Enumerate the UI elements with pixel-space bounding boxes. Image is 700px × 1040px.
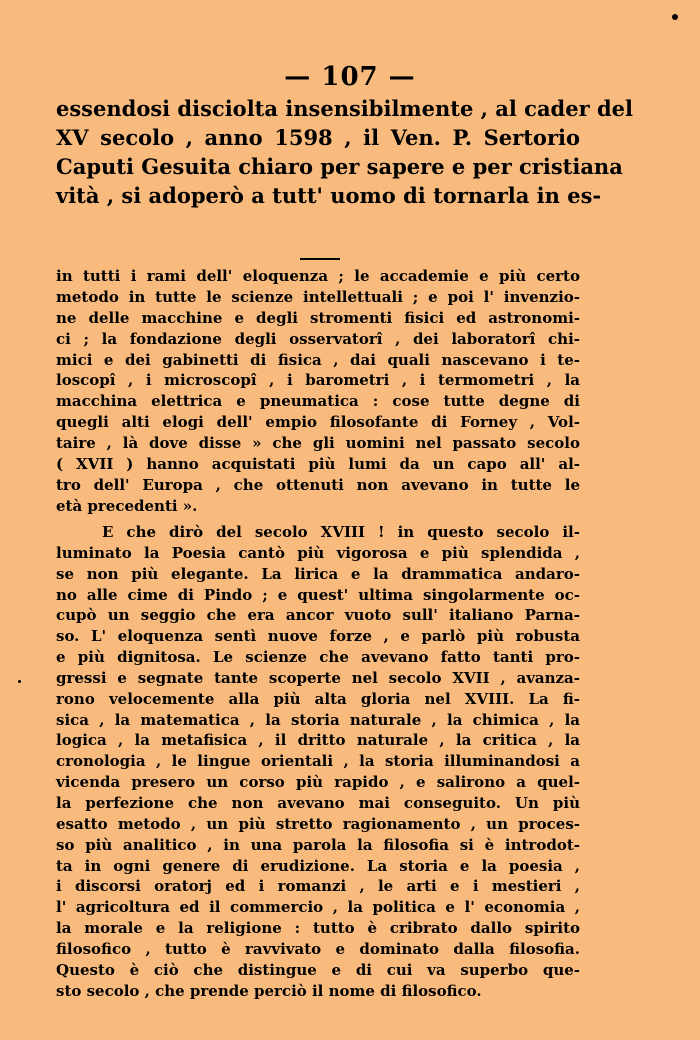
- paragraph-line: cupò un seggio che era ancor vuoto sull' italiano Parna-: [56, 606, 580, 625]
- paragraph-line: no alle cime di Pindo ; e quest' ultima singolarmente oc-: [56, 585, 580, 604]
- paragraph-line: rono velocemente alla più alta gloria nel XVIII. La fi-: [56, 689, 580, 708]
- footnote-line: tro dell' Europa , che ottenuti non avevano in tutte le: [56, 475, 580, 494]
- footnote-line: loscopî , i microscopî , i barometri , i termometri , la: [56, 371, 580, 390]
- footnote-line: metodo in tutte le scienze intellettuali ; e poi l' invenzio-: [56, 287, 580, 306]
- paragraph-line: ta in ogni genere di erudizione. La storia e la poesia ,: [56, 856, 580, 875]
- footnote-line: in tutti i rami dell' eloquenza ; le accademie e più certo: [56, 267, 580, 285]
- paragraph-line: l' agricoltura ed il commercio , la politica e l' economia ,: [56, 898, 580, 917]
- paragraph-line: luminato la Poesia cantò più vigorosa e più splendida ,: [56, 543, 580, 562]
- paragraph-line: se non più elegante. La lirica e la drammatica andaro-: [56, 564, 580, 583]
- footnote-line: ne delle macchine e degli stromenti fisici ed astronomi-: [56, 308, 580, 327]
- footnote-line: ci ; la fondazione degli osservatorî , dei laboratorî chi-: [56, 329, 580, 348]
- footnote-separator: [300, 258, 340, 260]
- paragraph-line: so. L' eloquenza sentì nuove forze , e parlò più robusta: [56, 627, 580, 646]
- paragraph-line: la perfezione che non avevano mai conseguito. Un più: [56, 793, 580, 812]
- paragraph-line: i discorsi oratorj ed i romanzi , le arti e i mestieri ,: [56, 877, 580, 896]
- text-line: vità , si adoperò a tutt' uomo di tornarla in es-: [56, 183, 602, 208]
- paragraph-line: vicenda presero un corso più rapido , e salirono a quel-: [56, 773, 580, 792]
- paragraph-line: sto secolo , che prende perciò il nome di filosofico.: [56, 981, 482, 1000]
- paragraph-line: e più dignitosa. Le scienze che avevano fatto tanti pro-: [56, 648, 580, 667]
- ink-speck: [18, 680, 21, 683]
- footnote-block: [56, 266, 580, 517]
- text-line: Caputi Gesuita chiaro per sapere e per cristiana: [56, 154, 623, 179]
- footnote-line: taire , là dove disse » che gli uomini nel passato secolo: [56, 434, 580, 453]
- footnote-line: età precedenti ».: [56, 496, 198, 515]
- paragraph-line: gressi e segnate tante scoperte nel secolo XVII , avanza-: [56, 668, 580, 687]
- text-line: XV secolo , anno 1598 , il Ven. P. Sertorio: [56, 125, 580, 150]
- paragraph-line: la morale e la religione : tutto è cribrato dallo spirito: [56, 919, 580, 938]
- paragraph-line: esatto metodo , un più stretto ragionamento , un proces-: [56, 814, 580, 833]
- footnote-line: mici e dei gabinetti di fisica , dai quali nascevano i te-: [56, 350, 580, 369]
- paragraph-line: so più analitico , in una parola la filosofia si è introdot-: [56, 835, 580, 854]
- footnote-line: macchina elettrica e pneumatica : cose tutte degne di: [56, 392, 580, 411]
- text-line: essendosi disciolta insensibilmente , al cader del: [56, 96, 633, 121]
- paragraph-line: filosofico , tutto è ravvivato e dominato dalla filosofia.: [56, 939, 580, 958]
- paragraph-line: cronologia , le lingue orientali , la storia illuminandosi a: [56, 752, 580, 771]
- paragraph-line: logica , la metafisica , il dritto naturale , la critica , la: [56, 731, 580, 750]
- paragraph-line: Questo è ciò che distingue e di cui va superbo que-: [56, 960, 580, 979]
- main-text-block: [56, 94, 633, 210]
- paragraph-line: sica , la matematica , la storia naturale , la chimica , la: [56, 710, 580, 729]
- body-paragraph: [56, 522, 580, 1001]
- paragraph-line: E che dirò del secolo XVIII ! in questo secolo il-: [102, 523, 580, 541]
- footnote-line: ( XVII ) hanno acquistati più lumi da un capo all' al-: [56, 455, 580, 474]
- footnote-line: quegli alti elogi dell' empio filosofante di Forney , Vol-: [56, 413, 580, 432]
- ink-speck: [672, 14, 678, 20]
- page-number: — 107 —: [284, 62, 416, 92]
